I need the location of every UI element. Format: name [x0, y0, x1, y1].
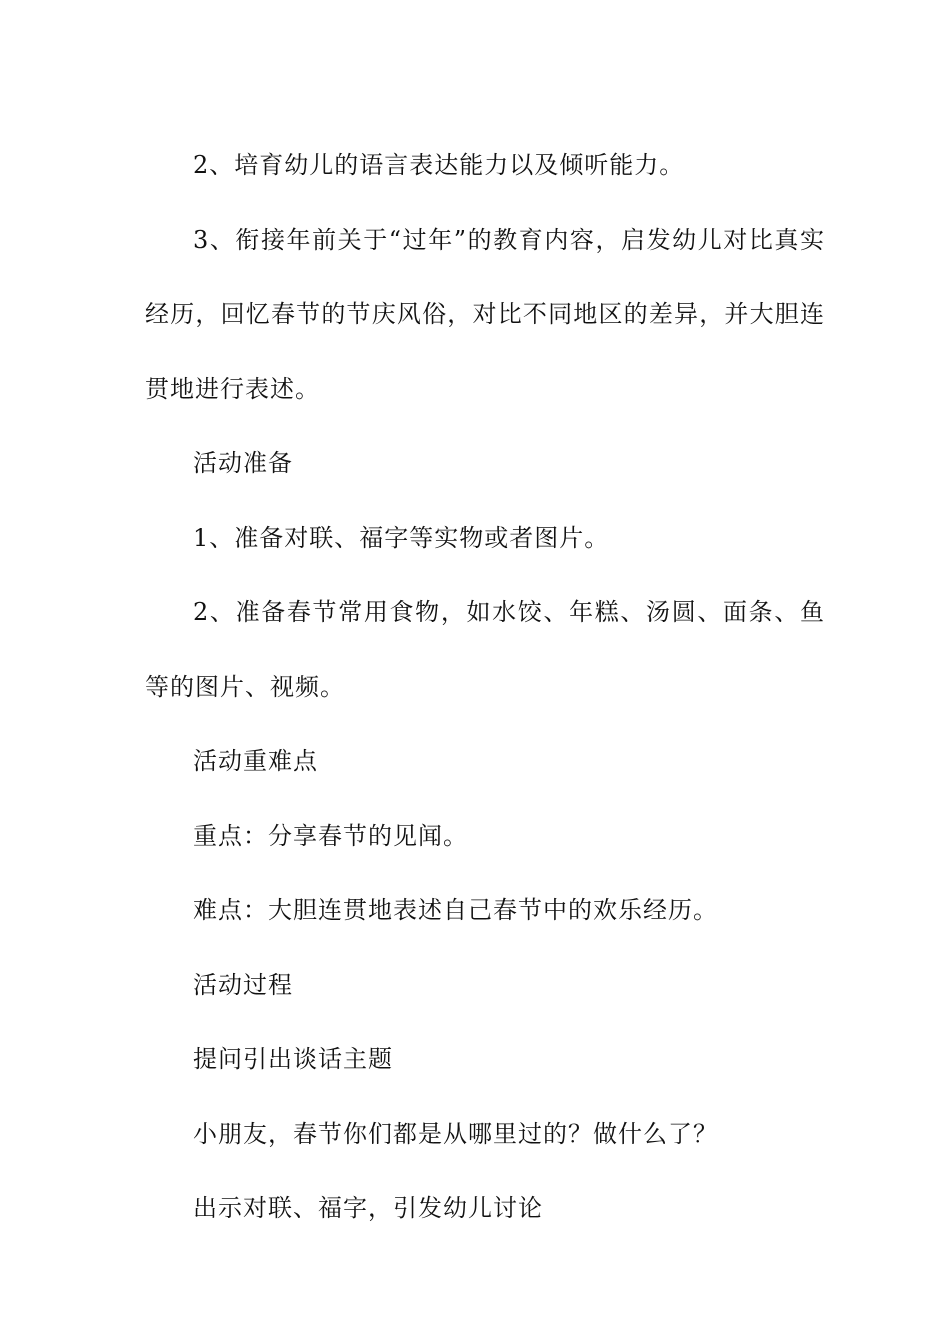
paragraph-preparation-1: 1、准备对联、福字等实物或者图片。 — [193, 523, 610, 552]
paragraph-goal-3: 3、衔接年前关于“过年”的教育内容，启发幼儿对比真实经历，回忆春节的节庆风俗，对比不同地区的差异，并大胆连贯地进行表述。 — [145, 225, 825, 403]
paragraph-process-step-1: 提问引出谈话主题 — [193, 1045, 393, 1073]
section-heading-process: 活动过程 — [193, 970, 293, 999]
section-heading-key-points: 活动重难点 — [193, 747, 318, 775]
paragraph-preparation-2: 2、准备春节常用食物，如水饺、年糕、汤圆、面条、鱼等的图片、视频。 — [145, 598, 825, 701]
paragraph-question: 小朋友，春节你们都是从哪里过的？做什么了？ — [193, 1119, 718, 1148]
section-heading-preparation: 活动准备 — [193, 449, 293, 477]
paragraph-key-point: 重点：分享春节的见闻。 — [193, 821, 468, 850]
paragraph-goal-2: 2、培育幼儿的语言表达能力以及倾听能力。 — [193, 151, 685, 179]
paragraph-process-step-2: 出示对联、福字，引发幼儿讨论 — [193, 1194, 543, 1222]
paragraph-difficult-point: 难点：大胆连贯地表述自己春节中的欢乐经历。 — [193, 896, 718, 924]
document-body — [145, 128, 825, 1246]
